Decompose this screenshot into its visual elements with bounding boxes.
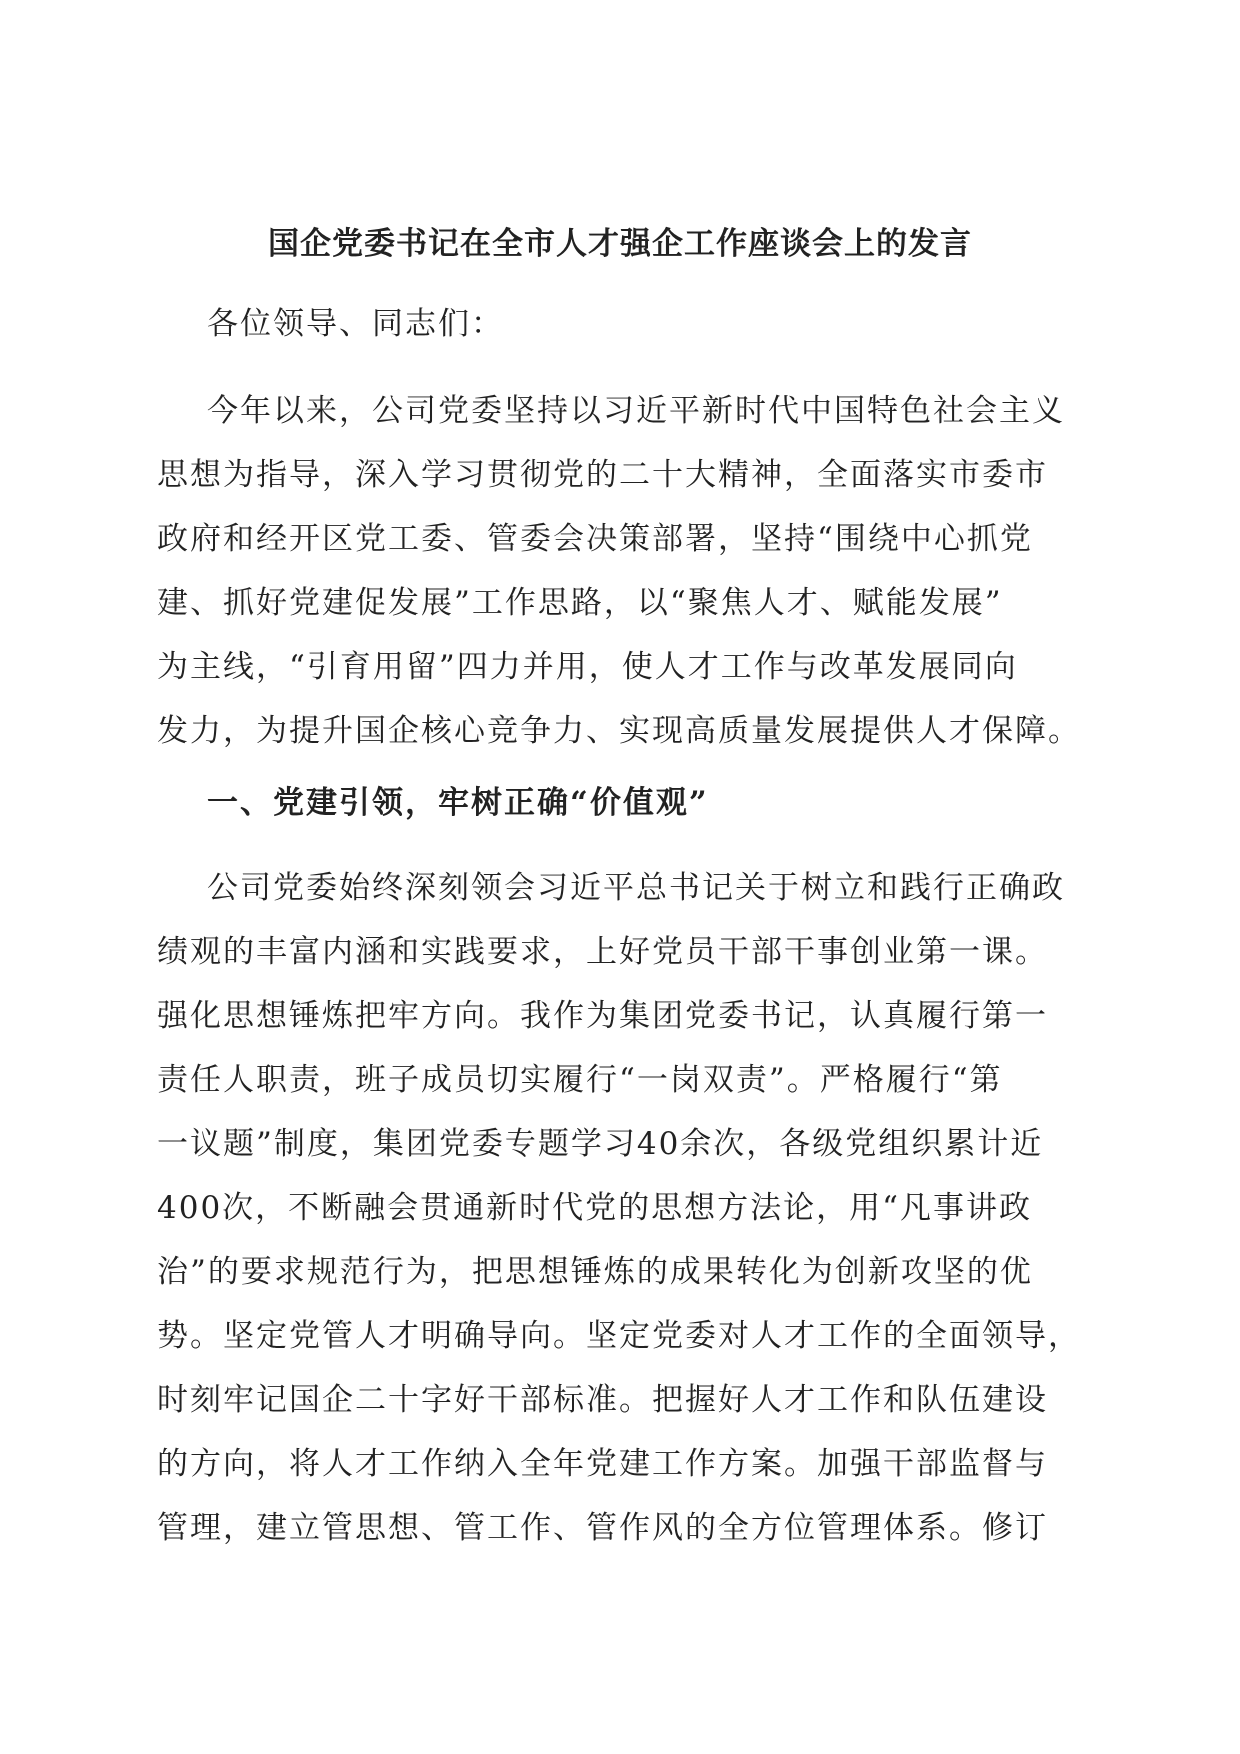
paragraph-line: 今年以来，公司党委坚持以习近平新时代中国特色社会主义 xyxy=(207,393,1065,429)
paragraph-line: 管理，建立管思想、管工作、管作风的全方位管理体系。修订 xyxy=(157,1510,1048,1546)
paragraph-line: 时刻牢记国企二十字好干部标准。把握好人才工作和队伍建设 xyxy=(157,1382,1048,1418)
paragraph-line: 政府和经开区党工委、管委会决策部署，坚持“围绕中心抓党 xyxy=(157,521,1033,557)
paragraph-line: 强化思想锤炼把牢方向。我作为集团党委书记，认真履行第一 xyxy=(157,998,1048,1034)
section-heading-1 xyxy=(157,771,1087,835)
paragraph-line: 的方向，将人才工作纳入全年党建工作方案。加强干部监督与 xyxy=(157,1446,1048,1482)
paragraph-line: 责任人职责，班子成员切实履行“一岗双责”。严格履行“第 xyxy=(157,1062,1003,1098)
paragraph-line: 建、抓好党建促发展”工作思路，以“聚焦人才、赋能发展” xyxy=(157,585,1003,621)
paragraph-line: 治”的要求规范行为，把思想锤炼的成果转化为创新攻坚的优 xyxy=(157,1254,1033,1290)
paragraph-line: 一议题”制度，集团党委专题学习40余次，各级党组织累计近 xyxy=(157,1126,1044,1162)
document-title: 国企党委书记在全市人才强企工作座谈会上的发言 xyxy=(268,226,972,262)
section-heading-text: 一、党建引领，牢树正确“价值观” xyxy=(207,785,709,821)
paragraph-line: 势。坚定党管人才明确导向。坚定党委对人才工作的全面领导， xyxy=(157,1318,1081,1354)
paragraph-line: 为主线，“引育用留”四力并用，使人才工作与改革发展同向 xyxy=(157,649,1018,685)
salutation xyxy=(157,292,1087,356)
paragraph-line: 绩观的丰富内涵和实践要求，上好党员干部干事创业第一课。 xyxy=(157,934,1048,970)
paragraph-intro xyxy=(157,379,1087,763)
paragraph-line: 思想为指导，深入学习贯彻党的二十大精神，全面落实市委市 xyxy=(157,457,1048,493)
paragraph-section-1 xyxy=(157,856,1087,1560)
paragraph-line: 发力，为提升国企核心竞争力、实现高质量发展提供人才保障。 xyxy=(157,713,1081,749)
paragraph-line: 公司党委始终深刻领会习近平总书记关于树立和践行正确政 xyxy=(207,870,1065,906)
paragraph-line: 400次，不断融会贯通新时代党的思想方法论，用“凡事讲政 xyxy=(157,1190,1033,1226)
salutation-text: 各位领导、同志们： xyxy=(207,306,504,342)
